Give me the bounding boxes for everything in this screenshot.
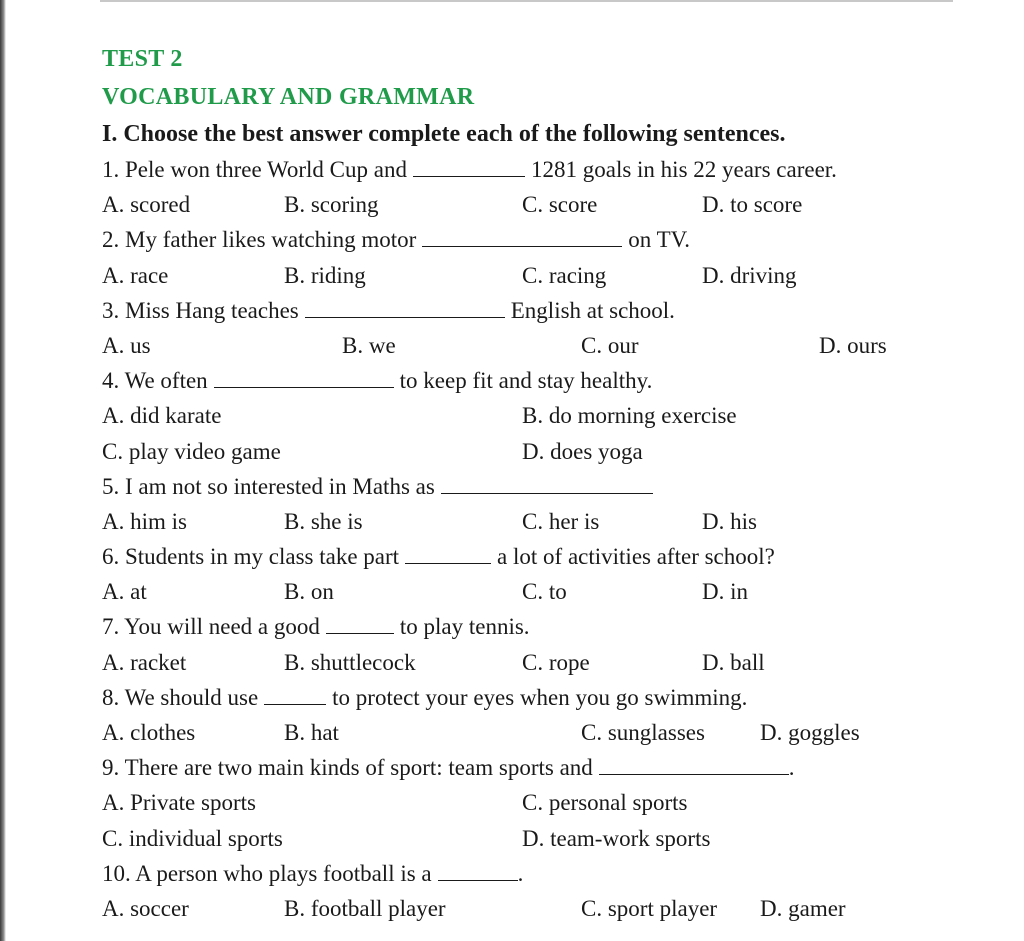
option-d: D. driving: [702, 262, 797, 288]
question-4-text-end: to keep fit and stay healthy.: [399, 368, 653, 394]
question-6-text-end: a lot of activities after school?: [497, 544, 775, 570]
question-2: [102, 222, 962, 257]
question-10-text: 10. A person who plays football is a: [102, 860, 432, 886]
option-a: A. at: [102, 579, 147, 605]
question-7-text: 7. You will need a good: [102, 614, 320, 640]
answer-blank: [438, 858, 518, 881]
option-a: A. did karate: [102, 403, 222, 429]
option-c: C. our: [581, 332, 639, 358]
option-d: D. in: [702, 579, 748, 605]
answer-blank: [599, 752, 789, 775]
test-title: TEST 2: [102, 46, 183, 72]
question-6: [102, 539, 962, 574]
question-9: [102, 750, 962, 785]
answer-blank: [422, 224, 622, 247]
question-3-text: 3. Miss Hang teaches: [102, 297, 299, 323]
question-8-text-end: to protect your eyes when you go swimming.: [332, 684, 748, 710]
answer-blank: [441, 471, 653, 494]
question-2-text: 2. My father likes watching motor: [102, 227, 417, 253]
option-a: A. us: [102, 332, 151, 358]
viewer-left-edge: [0, 0, 6, 941]
question-1-text-end: 1281 goals in his 22 years career.: [530, 157, 837, 182]
question-4-text: 4. We often: [102, 368, 208, 394]
option-d: D. does yoga: [522, 438, 643, 464]
option-a: A. racket: [102, 649, 187, 675]
question-10-options: [102, 891, 962, 926]
answer-blank: [405, 541, 491, 564]
question-6-text: 6. Students in my class take part: [102, 544, 400, 570]
question-4-options-row-2: [102, 434, 962, 469]
option-c: C. racing: [522, 262, 607, 288]
question-1-options: [102, 187, 962, 222]
option-c: C. play video game: [102, 438, 281, 464]
question-1-text: 1. Pele won three World Cup and: [102, 157, 407, 182]
question-2-text-end: on TV.: [628, 227, 691, 253]
option-b: B. shuttlecock: [284, 649, 416, 675]
option-d: D. gamer: [760, 895, 846, 921]
option-a: A. scored: [102, 192, 191, 218]
option-b: B. she is: [284, 508, 363, 534]
question-7-text-end: to play tennis.: [399, 614, 530, 640]
option-c: C. her is: [522, 508, 600, 534]
option-c-alt: C. individual sports: [102, 825, 283, 851]
question-8-options: [102, 715, 962, 750]
question-6-options: [102, 574, 962, 609]
option-b: B. on: [284, 579, 334, 605]
option-b: B. do morning exercise: [522, 403, 737, 429]
option-b: B. scoring: [284, 192, 379, 218]
option-a: A. clothes: [102, 720, 196, 745]
question-4: [102, 363, 962, 398]
option-d: D. ball: [702, 649, 765, 675]
option-c: C. sport player: [581, 895, 718, 921]
question-3: [102, 293, 962, 328]
question-10-text-end: .: [517, 860, 524, 886]
question-9-text-end: .: [788, 755, 795, 781]
question-5-options: [102, 504, 962, 539]
question-5-text: 5. I am not so interested in Maths as: [102, 473, 435, 499]
option-d: D. ours: [819, 332, 887, 358]
option-c: C. score: [522, 192, 598, 218]
question-7-options: [102, 645, 962, 680]
option-b: B. hat: [284, 720, 339, 745]
option-a: A. Private sports: [102, 790, 256, 816]
option-b: B. we: [342, 332, 396, 358]
answer-blank: [413, 154, 525, 177]
option-b: B. riding: [284, 262, 366, 288]
option-a: A. him is: [102, 508, 187, 534]
instruction: I. Choose the best answer complete each of the following sentences.: [102, 121, 786, 147]
option-c: C. to: [522, 579, 567, 605]
page-top-border: [100, 0, 953, 2]
option-d: D. his: [702, 508, 757, 534]
option-d: D. goggles: [760, 720, 860, 745]
question-1: [102, 152, 962, 187]
section-title: VOCABULARY AND GRAMMAR: [102, 84, 475, 110]
question-8: [102, 680, 962, 715]
option-a: A. soccer: [102, 895, 189, 921]
question-3-options: [102, 328, 962, 363]
question-4-options-row-1: [102, 398, 962, 433]
option-a: A. race: [102, 262, 169, 288]
question-7: [102, 609, 962, 644]
answer-blank: [214, 365, 394, 388]
answer-blank: [305, 295, 505, 318]
option-c: C. rope: [522, 649, 590, 675]
option-d: D. team-work sports: [522, 825, 711, 851]
question-9-text: 9. There are two main kinds of sport: team sports and: [102, 755, 593, 781]
option-d: D. to score: [702, 192, 803, 218]
question-8-text: 8. We should use: [102, 684, 259, 710]
question-9-options-row-1: [102, 785, 962, 820]
answer-blank: [264, 682, 326, 705]
question-5: [102, 469, 962, 504]
option-c: C. sunglasses: [581, 720, 705, 745]
option-c: C. personal sports: [522, 790, 688, 816]
question-3-text-end: English at school.: [510, 297, 675, 323]
option-b: B. football player: [284, 895, 446, 921]
worksheet-page: [102, 40, 962, 926]
question-9-options-row-2: [102, 821, 962, 856]
question-2-options: [102, 258, 962, 293]
answer-blank: [326, 611, 394, 634]
question-10: [102, 856, 962, 891]
